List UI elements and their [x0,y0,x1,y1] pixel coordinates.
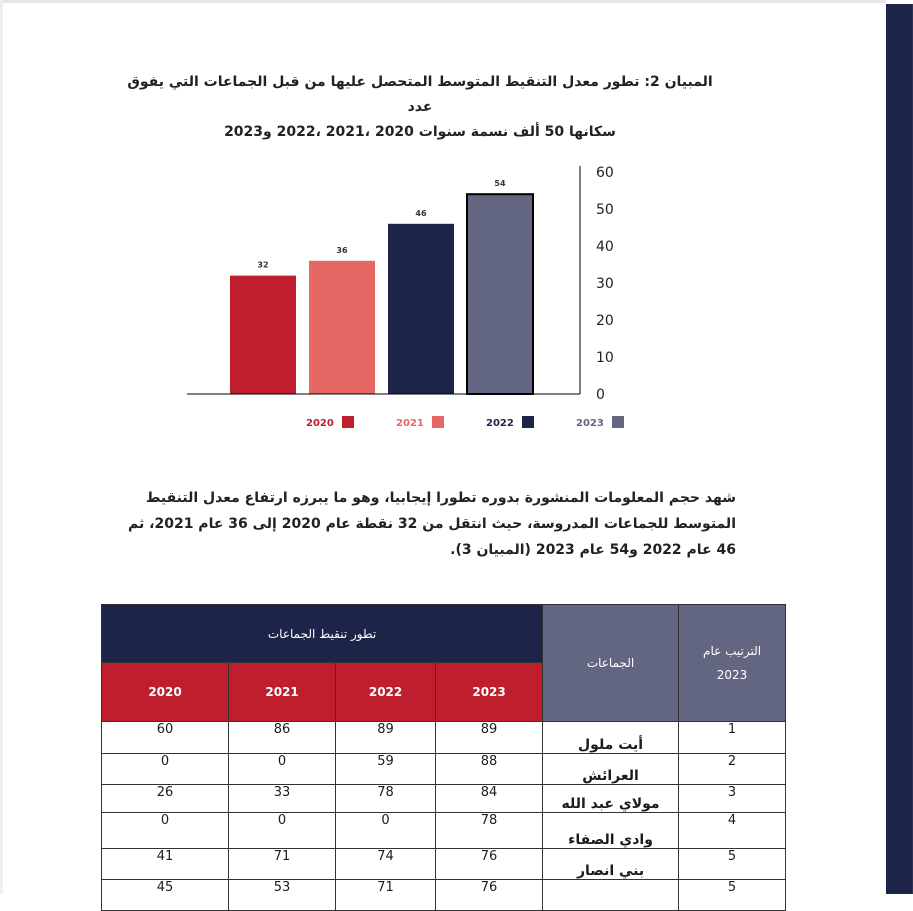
y-tick-label: 50 [596,202,614,218]
score-evolution-header: تطور تنقيط الجماعات [102,605,543,663]
legend-label-2021: 2021 [396,418,424,429]
score-cell: 78 [436,813,543,849]
legend-swatch-2020 [342,416,354,428]
data-label-2021: 36 [336,245,348,255]
legend-label-2023: 2023 [576,418,604,429]
score-cell: 84 [436,785,543,813]
rank-cell: 5 [679,849,786,880]
score-cell: 60 [102,722,229,754]
year-header-2022: 2022 [336,663,436,722]
page-top-border [0,0,886,3]
municipality-cell: أيت ملول [543,722,679,754]
legend-swatch-2022 [522,416,534,428]
side-decoration-bar [886,4,913,894]
score-cell: 0 [102,813,229,849]
rank-cell: 2 [679,754,786,785]
rank-cell: 1 [679,722,786,754]
year-header-2021: 2021 [229,663,336,722]
rank-header: الترتيب عام 2023 [679,605,786,722]
score-cell: 86 [229,722,336,754]
year-header-2020: 2020 [102,663,229,722]
legend-label-2020: 2020 [306,418,334,429]
municipality-cell: وادي الصفاء [543,813,679,849]
score-cell: 76 [436,880,543,911]
municipality-cell [543,880,679,911]
body-paragraph [126,485,736,563]
score-cell: 33 [229,785,336,813]
data-label-2023: 54 [494,179,506,189]
table-row [102,813,786,849]
data-label-2020: 32 [257,260,269,270]
score-cell: 71 [229,849,336,880]
table-row [102,722,786,754]
score-cell: 89 [436,722,543,754]
bar-2020 [230,276,296,394]
paragraph-line-3: 46 عام 2022 و54 عام 2023 (المبيان 3). [450,542,736,558]
score-cell: 76 [436,849,543,880]
score-cell: 0 [102,754,229,785]
score-cell: 0 [336,813,436,849]
y-tick-label: 0 [596,387,605,403]
rank-cell: 5 [679,880,786,911]
figure-caption [120,70,720,145]
bar-2021 [309,261,375,394]
bar-chart [180,150,630,440]
table-row [102,785,786,813]
page-left-border [0,0,3,894]
data-label-2022: 46 [415,208,427,218]
score-cell: 45 [102,880,229,911]
y-tick-label: 30 [596,276,614,292]
rank-cell: 4 [679,813,786,849]
municipality-cell: مولاي عبد الله [543,785,679,813]
score-cell: 78 [336,785,436,813]
score-cell: 0 [229,754,336,785]
y-tick-label: 60 [596,165,614,181]
score-cell: 26 [102,785,229,813]
score-cell: 53 [229,880,336,911]
score-cell: 41 [102,849,229,880]
legend-swatch-2023 [612,416,624,428]
score-cell: 0 [229,813,336,849]
legend-label-2022: 2022 [486,418,514,429]
score-cell: 74 [336,849,436,880]
bar-2022 [388,224,454,394]
municipalities-score-table [101,604,786,911]
table-row [102,754,786,785]
score-cell: 89 [336,722,436,754]
paragraph-line-1: شهد حجم المعلومات المنشورة بدوره تطورا إيجابيا، وهو ما يبرزه ارتفاع معدل التنقيط [145,490,736,506]
y-tick-label: 40 [596,239,614,255]
y-tick-label: 20 [596,313,614,329]
bar-2023 [467,194,533,394]
municipality-header: الجماعات [543,605,679,722]
paragraph-line-2: المتوسط للجماعات المدروسة، حيث انتقل من 32 نقطة عام 2020 إلى 36 عام 2021، ثم [128,516,736,532]
table-row [102,880,786,911]
caption-line-1: المبيان 2: تطور معدل التنقيط المتوسط المتحصل عليها من قبل الجماعات التي يفوق عدد [127,74,713,115]
table-row [102,849,786,880]
caption-line-2: سكانها 50 ألف نسمة سنوات 2020 ،2021 ،2022 و2023 [224,124,616,140]
legend-swatch-2021 [432,416,444,428]
score-cell: 59 [336,754,436,785]
y-tick-label: 10 [596,350,614,366]
rank-cell: 3 [679,785,786,813]
score-cell: 88 [436,754,543,785]
municipality-cell: بني انصار [543,849,679,880]
score-cell: 71 [336,880,436,911]
municipality-cell: العرائش [543,754,679,785]
year-header-2023: 2023 [436,663,543,722]
